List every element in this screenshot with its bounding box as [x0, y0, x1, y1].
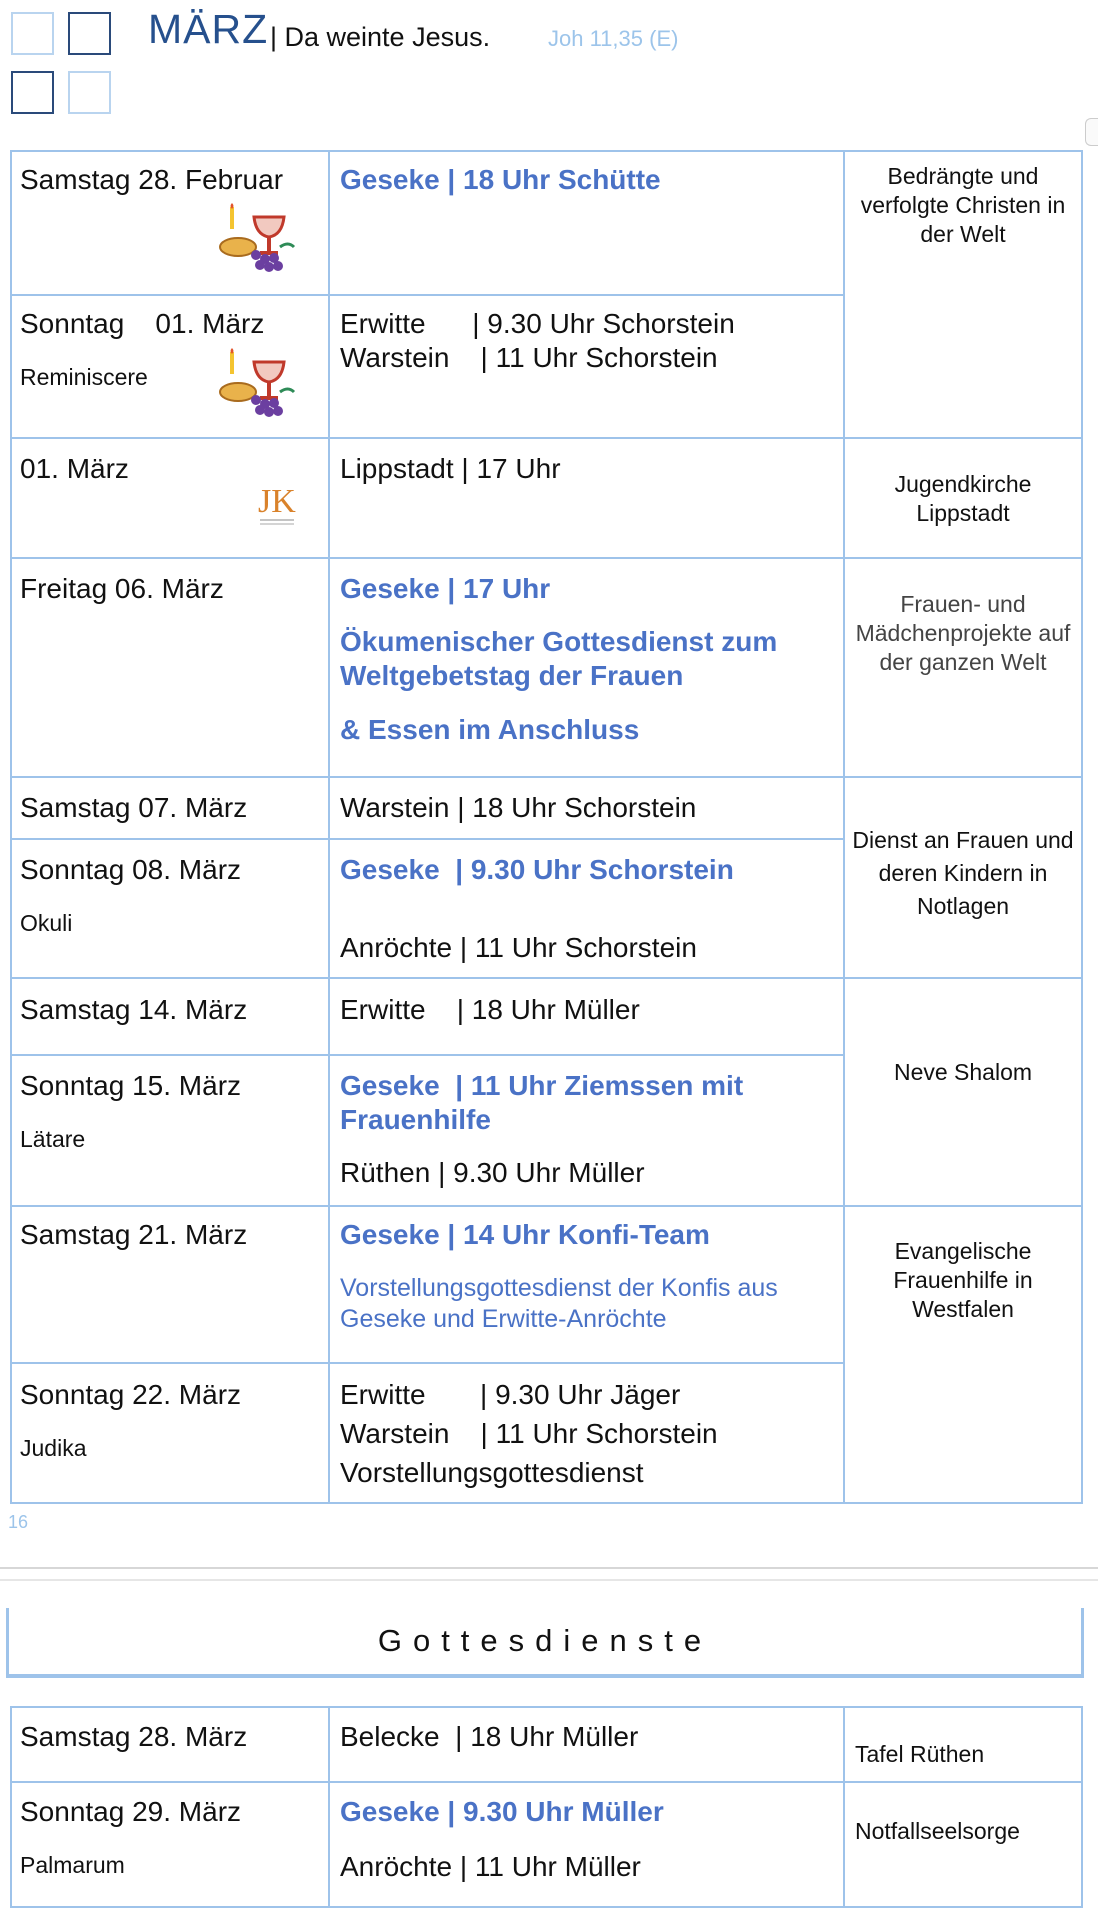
jugendkirche-logo [254, 478, 300, 535]
row-service-highlight: Geseke | 11 Uhr Ziemssen mit Frauenhilfe [340, 1070, 751, 1135]
row-service: Erwitte | 9.30 Uhr Jäger [340, 1379, 681, 1410]
row-liturgical-name: Palmarum [20, 1852, 125, 1878]
header-square-3 [11, 71, 54, 114]
row-service-highlight: Geseke | 14 Uhr Konfi-Team [340, 1219, 710, 1250]
row-service: Belecke | 18 Uhr Müller [340, 1721, 639, 1752]
header-square-4 [68, 71, 111, 114]
row-service-highlight: Geseke | 9.30 Uhr Müller [340, 1796, 664, 1827]
row-date: Samstag 28. Februar [20, 164, 284, 195]
row-service: Anröchte | 11 Uhr Müller [340, 1851, 641, 1882]
header-square-1 [11, 12, 54, 55]
collection-purpose: Evangelische Frauenhilfe in Westfalen [893, 1238, 1033, 1322]
communion-icon [218, 203, 300, 278]
scroll-handle[interactable] [1085, 118, 1098, 146]
month-title: MÄRZ [148, 6, 269, 52]
page-separator [0, 1579, 1098, 1581]
header-square-2 [68, 12, 111, 55]
row-date: Samstag 14. März [20, 994, 248, 1025]
row-service-highlight: Geseke | 18 Uhr Schütte [340, 164, 661, 195]
row-liturgical-name: Lätare [20, 1126, 86, 1152]
row-service-highlight: & Essen im Anschluss [340, 714, 640, 745]
row-service: Lippstadt | 17 Uhr [340, 453, 561, 484]
collection-purpose: Bedrängte und verfolgte Christen in der Welt [860, 163, 1066, 247]
row-date: 01. März [20, 453, 129, 484]
row-service-highlight: Geseke | 9.30 Uhr Schorstein [340, 854, 734, 885]
collection-purpose: Notfallseelsorge [855, 1818, 1020, 1844]
row-service: Erwitte | 18 Uhr Müller [340, 994, 640, 1025]
row-date: Samstag 28. März [20, 1721, 248, 1752]
row-service: Vorstellungsgottesdienst [340, 1457, 644, 1488]
communion-icon [218, 348, 300, 423]
page-number: 16 [8, 1512, 29, 1532]
row-service: Warstein | 11 Uhr Schorstein [340, 1418, 718, 1449]
section-title: Gottesdienste [377, 1623, 713, 1658]
verse-reference: Joh 11,35 (E) [548, 26, 679, 51]
row-service-highlight: Ökumenischer Gottesdienst zum Weltgebetstag der Frauen [340, 626, 778, 691]
row-date: Samstag 21. März [20, 1219, 248, 1250]
row-service-note: Vorstellungsgottesdienst der Konfis aus Geseke und Erwitte-Anröchte [340, 1274, 778, 1333]
row-date: Freitag 06. März [20, 573, 224, 604]
row-date: Sonntag 29. März [20, 1796, 242, 1827]
row-date: Sonntag 22. März [20, 1379, 242, 1410]
row-liturgical-name: Judika [20, 1435, 87, 1461]
row-service-highlight: Geseke | 17 Uhr [340, 573, 551, 604]
row-date: Sonntag 08. März [20, 854, 242, 885]
row-date: Samstag 07. März [20, 792, 248, 823]
svg-text:JK: JK [258, 483, 296, 520]
row-service: Rüthen | 9.30 Uhr Müller [340, 1157, 645, 1188]
monthly-verse: | Da weinte Jesus. [270, 22, 491, 52]
section-banner [6, 1608, 1084, 1678]
row-service: Warstein | 11 Uhr Schorstein [340, 342, 718, 373]
collection-purpose: Tafel Rüthen [855, 1741, 985, 1767]
row-liturgical-name: Okuli [20, 910, 73, 936]
collection-purpose: Frauen- und Mädchenprojekte auf der ganzen Welt [855, 591, 1071, 675]
row-liturgical-name: Reminiscere [20, 364, 148, 390]
page-separator [0, 1567, 1098, 1569]
collection-purpose: Neve Shalom [893, 1059, 1033, 1085]
collection-purpose: Jugendkirche Lippstadt [894, 471, 1032, 526]
row-service: Anröchte | 11 Uhr Schorstein [340, 932, 697, 963]
row-service: Erwitte | 9.30 Uhr Schorstein [340, 308, 735, 339]
row-service: Warstein | 18 Uhr Schorstein [340, 792, 697, 823]
row-date: Sonntag 01. März [20, 308, 265, 339]
collection-purpose: Dienst an Frauen und deren Kindern in Notlagen [852, 827, 1074, 919]
row-date: Sonntag 15. März [20, 1070, 242, 1101]
